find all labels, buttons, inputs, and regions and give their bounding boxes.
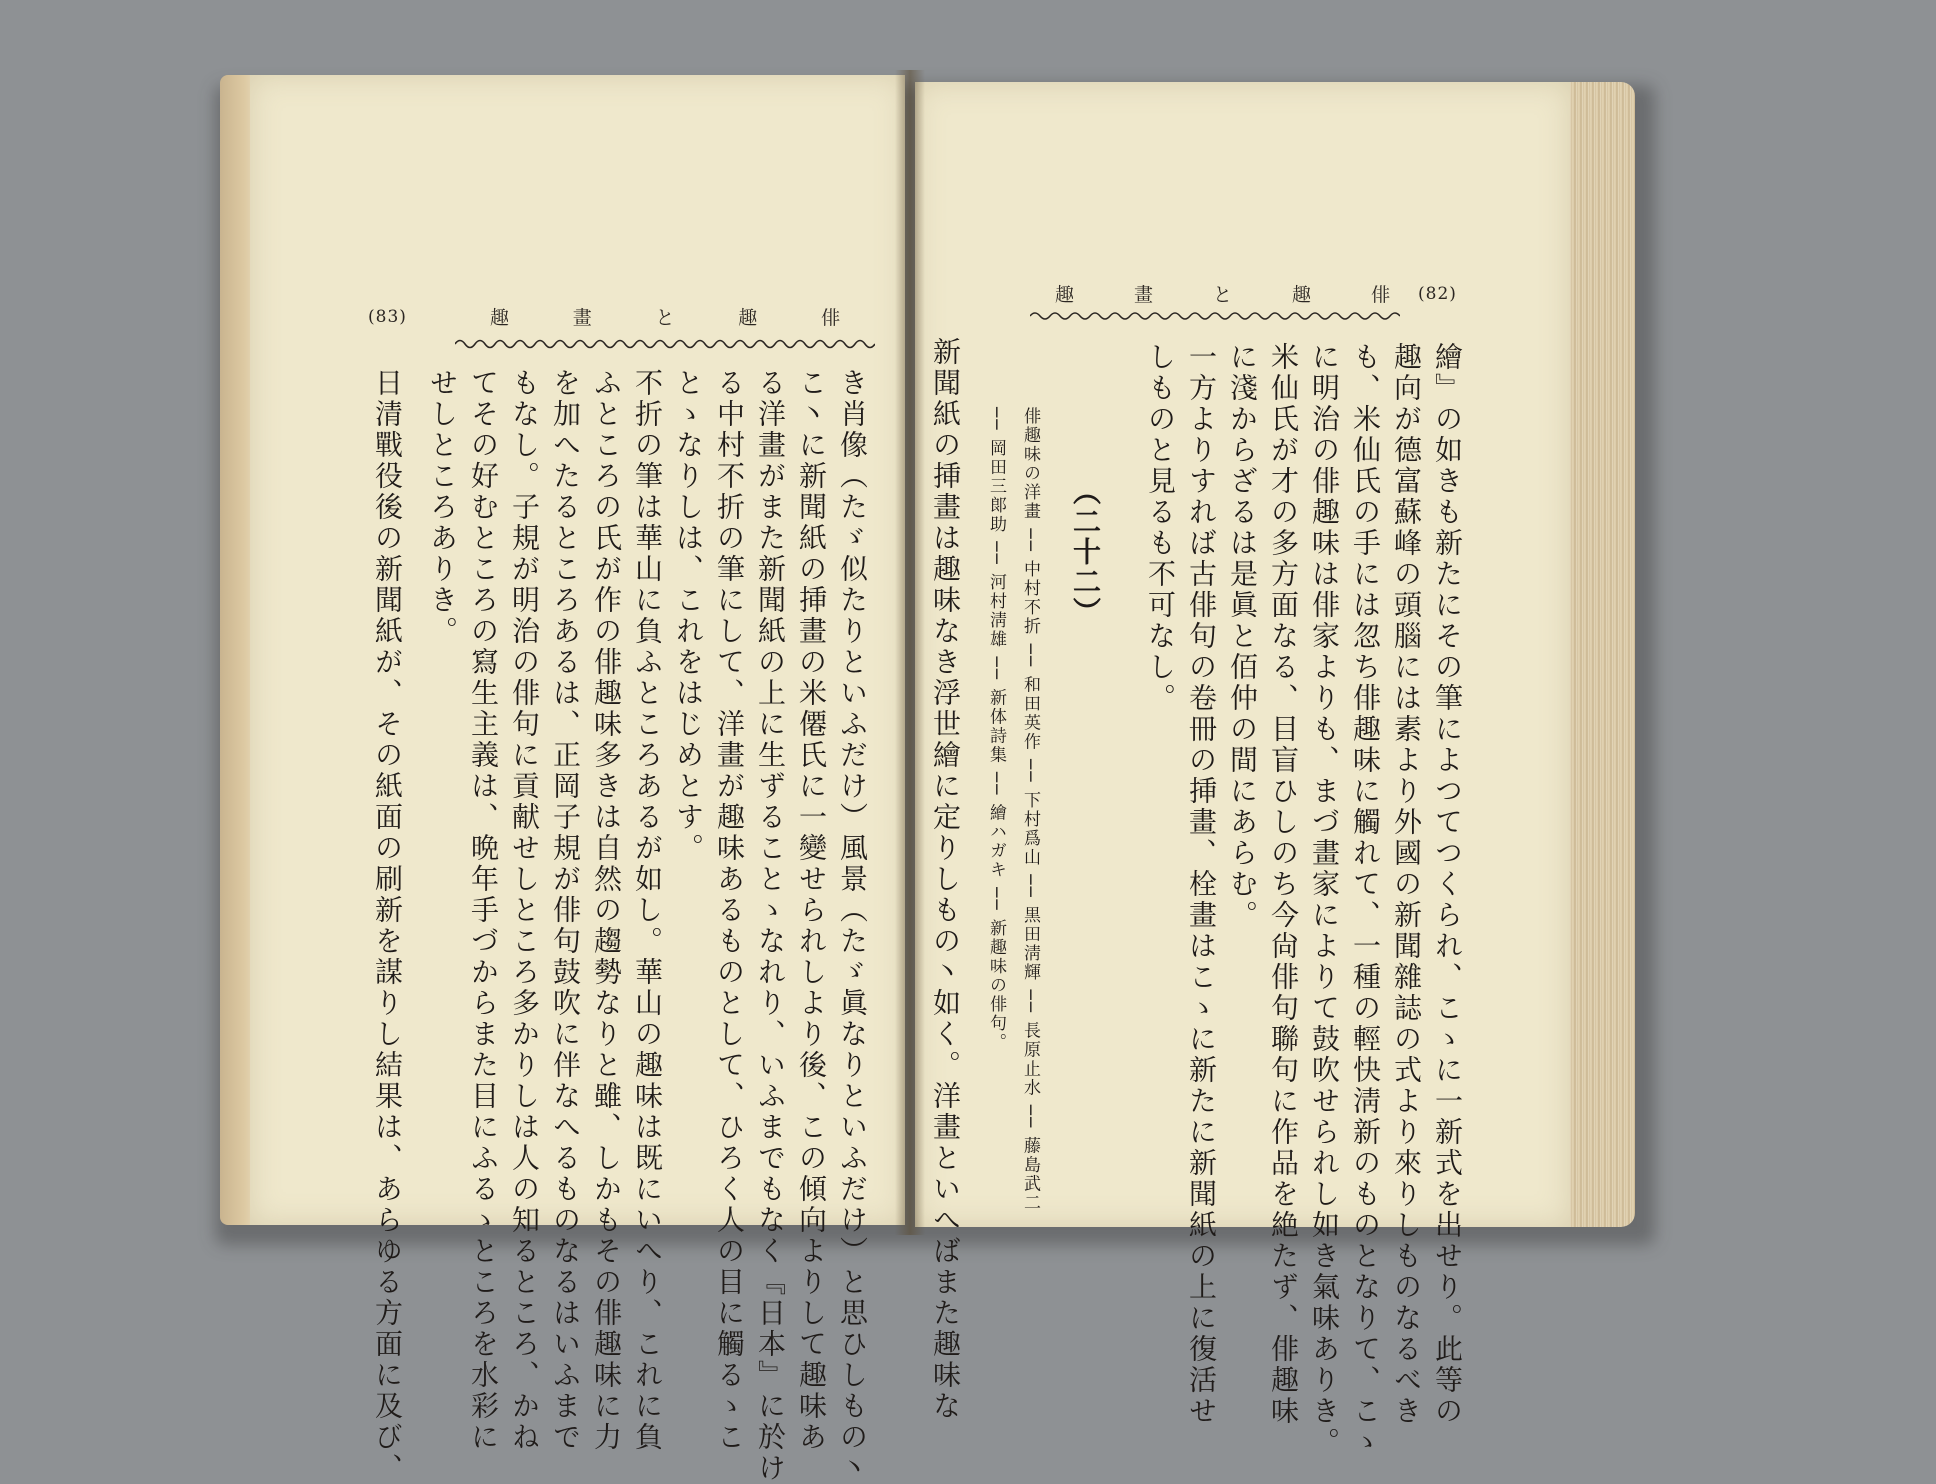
text-column: しものと見るも不可なし。 bbox=[1144, 342, 1177, 714]
right-page-number: (82) bbox=[1418, 284, 1457, 304]
wavy-rule bbox=[455, 337, 875, 351]
text-column: に明治の俳趣味は俳家よりも、まづ畫家によりて鼓吹せられし如き氣味ありき。 bbox=[1308, 342, 1341, 1458]
book-gutter bbox=[895, 70, 925, 1235]
running-head-char: 俳 bbox=[820, 307, 840, 329]
running-head-char: 趣 bbox=[738, 307, 758, 329]
wavy-rule bbox=[1030, 310, 1400, 322]
text-column: に淺からざるは是眞と佰仲の間にあらむ。 bbox=[1226, 342, 1259, 931]
book-edge-right bbox=[1565, 82, 1635, 1227]
reference-line: 俳趣味の洋畫 ── 中村不折 ── 和田英作 ── 下村爲山 ── 黒田淸輝 ── 長原止水 ── 藤島武二 bbox=[1020, 407, 1040, 1213]
running-head-char: 趣 bbox=[1055, 284, 1075, 306]
running-head-char: 畫 bbox=[572, 307, 592, 329]
left-page-number: (83) bbox=[368, 307, 407, 327]
reference-line: ── 岡田三郞助 ── 河村淸雄 ── 新体詩集 ── 繪ハガキ ── 新趣味の俳句。 bbox=[986, 407, 1006, 1052]
text-column: 日清戰役後の新聞紙が、その紙面の刷新を謀りし結果は、あらゆる方面に及び、 bbox=[371, 368, 404, 1484]
text-column: 一方よりすれば古俳句の卷冊の挿畫、栓畫はこゝに新たに新聞紙の上に復活せ bbox=[1185, 342, 1218, 1427]
text-column: 不折の筆は華山に負ふところあるが如し。華山の趣味は既にいへり、これに負 bbox=[631, 368, 664, 1453]
left-page bbox=[250, 75, 905, 1484]
text-column: を加へたるところあるは、正岡子規が俳句鼓吹に伴なへるものなるはいふまで bbox=[549, 368, 582, 1453]
running-head-char: と bbox=[1212, 284, 1232, 306]
right-page bbox=[915, 82, 1570, 1458]
text-column: もなし。子規が明治の俳句に貢献せしところ多かりしは人の知るところ、かね bbox=[508, 368, 541, 1453]
text-column: 繪』の如きも新たにその筆によつてつくられ、こゝに一新式を出せり。此等の bbox=[1431, 342, 1464, 1427]
left-running-head bbox=[490, 303, 840, 330]
right-running-head bbox=[1055, 280, 1390, 307]
text-column: も、米仙氏の手には忽ち俳趣味に觸れて、一種の輕快淸新のものとなりて、こゝ bbox=[1349, 342, 1382, 1458]
running-head-char: 趣 bbox=[490, 307, 510, 329]
section-title: （二十二） bbox=[1069, 477, 1102, 627]
text-column: とゝなりしは、これをはじめとす。 bbox=[672, 368, 705, 864]
text-column: 趣向が德富蘇峰の頭腦には素より外國の新聞雜誌の式より來りしものなるべき bbox=[1390, 342, 1423, 1427]
text-column: き肖像（たゞ似たりといふだけ）風景（たゞ眞なりといふだけ）と思ひしもの丶 bbox=[836, 368, 869, 1484]
running-head-char: 趣 bbox=[1291, 284, 1311, 306]
running-head-char: 畫 bbox=[1133, 284, 1153, 306]
text-column: 米仙氏が才の多方面なる、目盲ひしのち今尙俳句聯句に作品を絶たず、俳趣味 bbox=[1267, 342, 1300, 1427]
running-head-char: と bbox=[655, 307, 675, 329]
text-column: ふところの氏が作の俳趣味多きは自然の趨勢なりと雖、しかもその俳趣味に力 bbox=[590, 368, 623, 1453]
running-head-char: 俳 bbox=[1370, 284, 1390, 306]
text-column: てその好むところの寫生主義は、晩年手づからまた目にふるゝところを水彩に bbox=[467, 368, 500, 1453]
text-column: こ丶に新聞紙の挿畫の米僊氏に一變せられしより後、この傾向よりして趣味あ bbox=[795, 368, 828, 1453]
text-column: せしところありき。 bbox=[426, 368, 459, 647]
text-column: る洋畫がまた新聞紙の上に生ずることゝなれり、いふまでもなく『日本』に於け bbox=[754, 368, 787, 1484]
text-column: る中村不折の筆にして、洋畫が趣味あるものとして、ひろく人の目に觸るゝこ bbox=[713, 368, 746, 1453]
text-column: 新聞紙の挿畫は趣味なき浮世繪に定りしもの丶如く。洋畫といへばまた趣味な bbox=[929, 337, 962, 1422]
